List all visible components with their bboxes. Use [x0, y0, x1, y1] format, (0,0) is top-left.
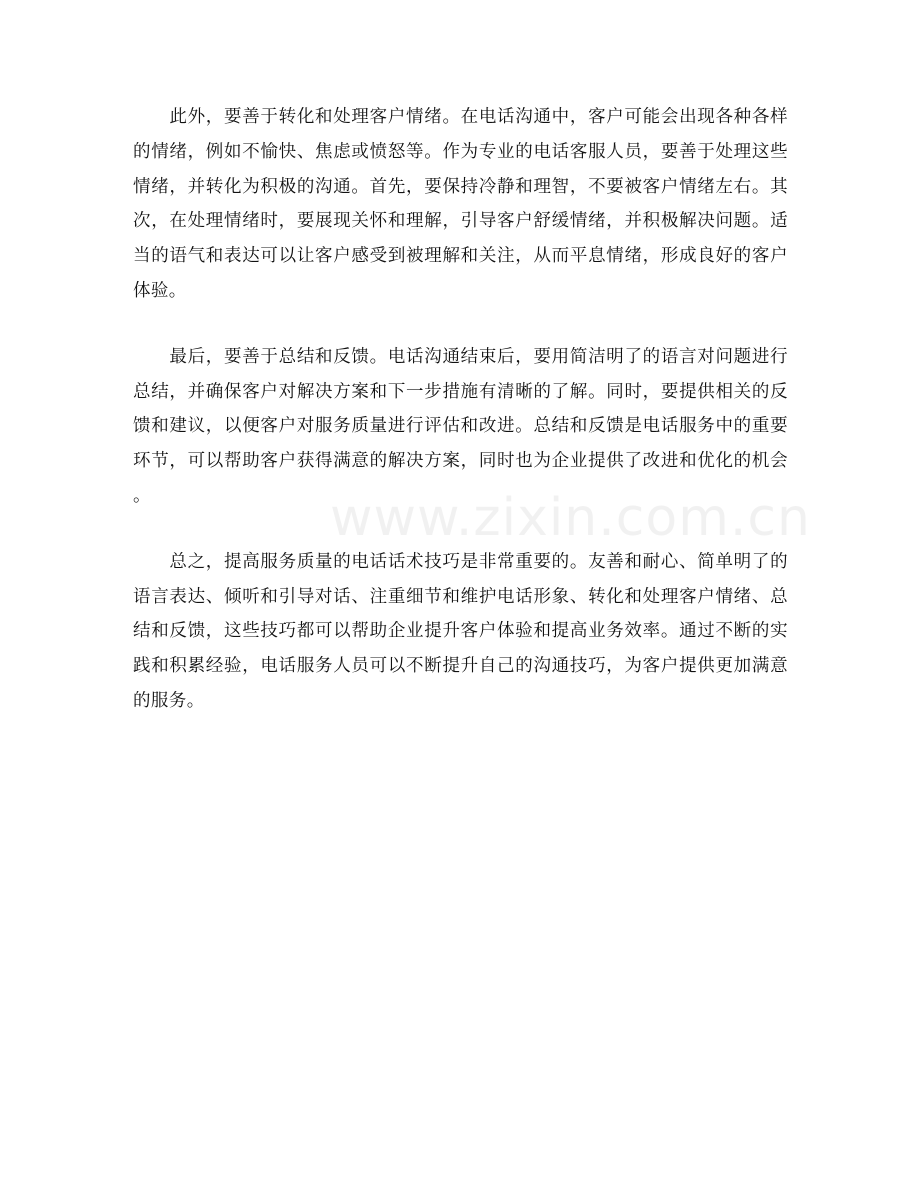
text-line: 践和积累经验，电话服务人员可以不断提升自己的沟通技巧，为客户提供更加满意 [133, 656, 788, 677]
paragraph-summary-feedback [133, 340, 788, 514]
text-line: 。 [133, 485, 151, 506]
text-line: 的情绪，例如不愉快、焦虑或愤怒等。作为专业的电话客服人员，要善于处理这些 [133, 141, 788, 162]
document-body [133, 100, 788, 750]
text-line: 语言表达、倾听和引导对话、注重细节和维护电话形象、转化和处理客户情绪、总 [133, 586, 788, 607]
text-line: 总结，并确保客户对解决方案和下一步措施有清晰的了解。同时，要提供相关的反 [133, 381, 788, 402]
watermark: www.zixin.com.cn [330, 488, 811, 548]
text-line: 此外，要善于转化和处理客户情绪。在电话沟通中，客户可能会出现各种各样 [133, 107, 788, 127]
paragraph-emotion-handling [133, 100, 788, 309]
text-line: 最后，要善于总结和反馈。电话沟通结束后，要用简洁明了的语言对问题进行 [133, 346, 788, 367]
text-line: 情绪，并转化为积极的沟通。首先，要保持冷静和理智，不要被客户情绪左右。其 [133, 176, 788, 197]
text-line: 总之，提高服务质量的电话话术技巧是非常重要的。友善和耐心、简单明了的 [133, 551, 788, 572]
text-line: 结和反馈，这些技巧都可以帮助企业提升客户体验和提高业务效率。通过不断的实 [133, 621, 788, 642]
text-line: 体验。 [133, 280, 187, 301]
text-line: 环节，可以帮助客户获得满意的解决方案，同时也为企业提供了改进和优化的机会 [133, 451, 788, 472]
paragraph-conclusion [133, 545, 788, 719]
text-line: 当的语气和表达可以让客户感受到被理解和关注，从而平息情绪，形成良好的客户 [133, 246, 788, 267]
text-line: 馈和建议，以便客户对服务质量进行评估和改进。总结和反馈是电话服务中的重要 [133, 416, 788, 437]
text-line: 的服务。 [133, 690, 205, 711]
text-line: 次，在处理情绪时，要展现关怀和理解，引导客户舒缓情绪，并积极解决问题。适 [133, 211, 788, 232]
